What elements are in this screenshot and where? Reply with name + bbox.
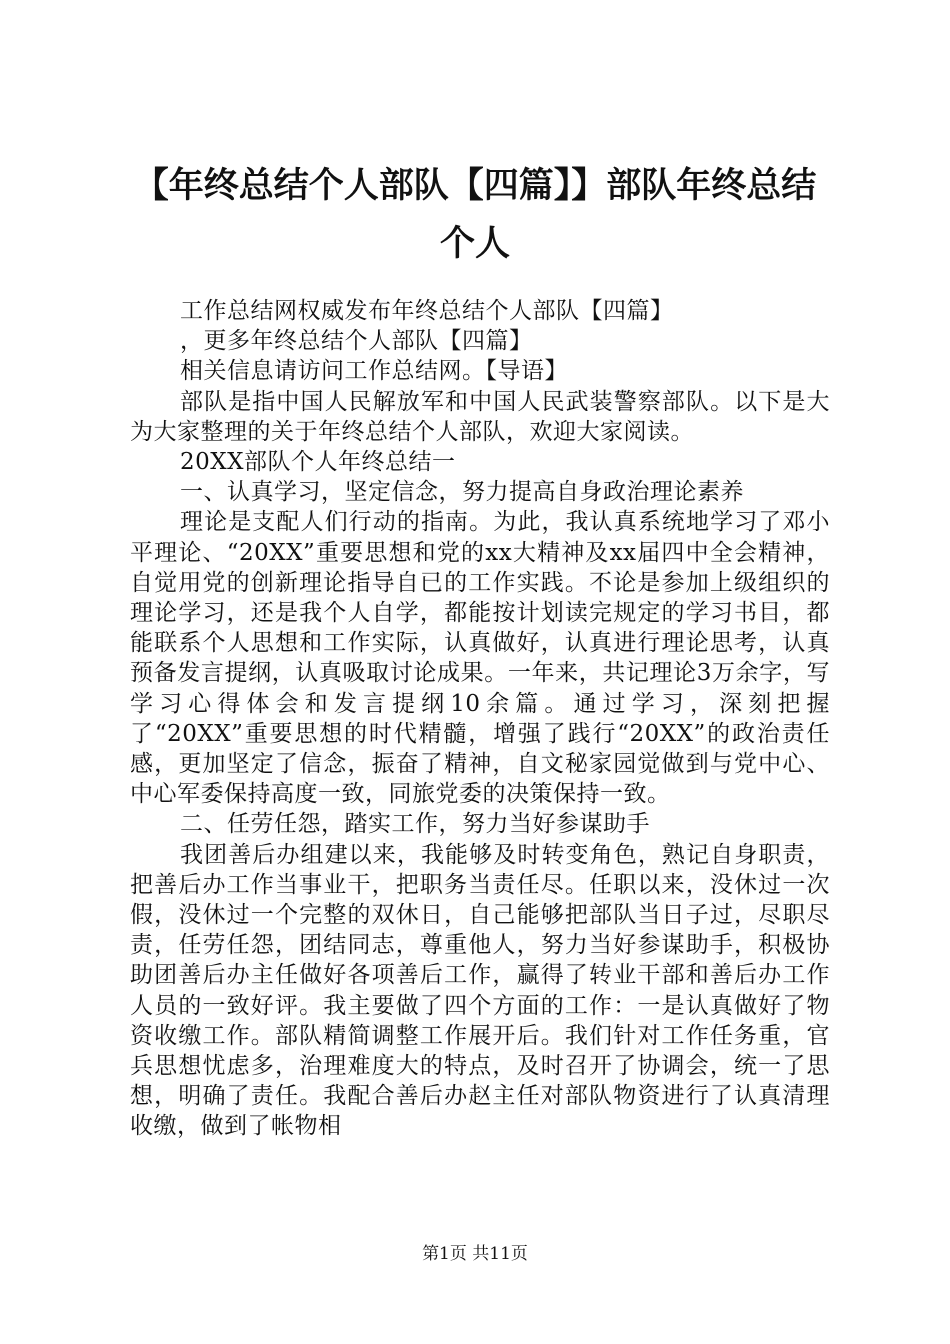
- section-heading-part-one: 20XX部队个人年终总结一: [180, 449, 456, 476]
- paragraph-intro-2: ，更多年终总结个人部队【四篇】: [180, 328, 533, 355]
- title-line-2: 个人: [439, 224, 510, 264]
- document-title: [118, 157, 832, 273]
- page-footer: 第1页 共11页: [422, 1244, 528, 1264]
- paragraph-intro-1: 工作总结网权威发布年终总结个人部队【四篇】: [180, 298, 674, 324]
- paragraph-theory-study: 理论是支配人们行动的指南。为此，我认真系统地学习了邓小平理论、“20XX”重要思想和党的xx大精神及xx届四中全会精神，自觉用党的创新理论指导自已的工作实践。不论是参加上级组织的理论学习，还是我个人自学，都能按计划读完规定的学习书目，都能联系个人思想和工作实际，认真做好，认真进行理论思考，认真预备发言提纲，认真吸取讨论成果。一年来，共记理论3万余字，写学习心得体会和发言提纲10余篇。通过学习，深刻把握了“20XX”重要思想的时代精髓，增强了践行“20XX”的政治责任感，更加坚定了信念，振奋了精神，自文秘家园觉做到与党中心、中心军委保持高度一致，同旅党委的决策保持一致。: [130, 509, 830, 808]
- paragraph-preface: 部队是指中国人民解放军和中国人民武装警察部队。以下是大为大家整理的关于年终总结个人部队，欢迎大家阅读。: [130, 388, 830, 445]
- title-line-1: 【年终总结个人部队【四篇】】部队年终总结: [133, 166, 817, 206]
- section-heading-1: 一、认真学习，坚定信念，努力提高自身政治理论素养: [180, 479, 744, 506]
- section-heading-2: 二、任劳任怨，踏实工作，努力当好参谋助手: [180, 811, 650, 838]
- paragraph-work: 我团善后办组建以来，我能够及时转变角色，熟记自身职责，把善后办工作当事业干，把职务当责任尽。任职以来，没休过一次假，没休过一个完整的双休日，自己能够把部队当日子过，尽职尽责，任劳任怨，团结同志，尊重他人，努力当好参谋助手，积极协助团善后办主任做好各项善后工作，赢得了转业干部和善后办工作人员的一致好评。我主要做了四个方面的工作：一是认真做好了物资收缴工作。部队精简调整工作展开后。我们针对工作任务重，官兵思想忧虑多，治理难度大的特点，及时召开了协调会，统一了思想，明确了责任。我配合善后办赵主任对部队物资进行了认真清理收缴，做到了帐物相: [130, 841, 830, 1140]
- paragraph-intro-3: 相关信息请访问工作总结网。【导语】: [180, 358, 568, 385]
- document-body: [130, 296, 830, 1142]
